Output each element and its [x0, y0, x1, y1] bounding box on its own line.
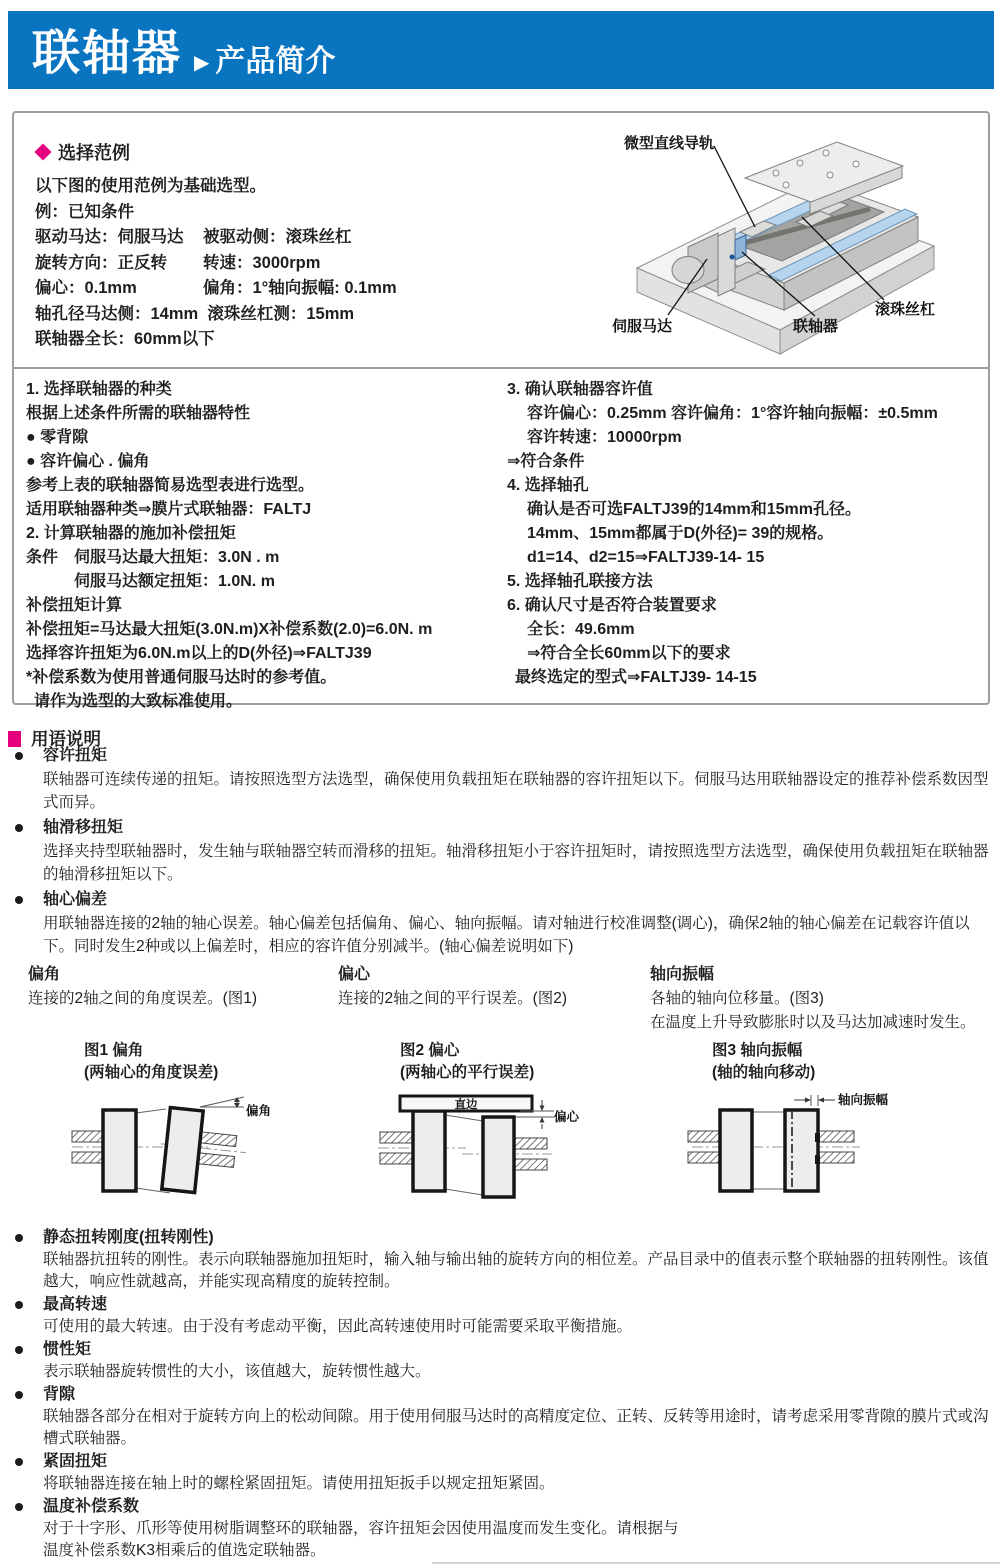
step-line: 容许转速：10000rpm	[527, 429, 682, 446]
step-line: 4. 选择轴孔	[507, 477, 589, 494]
terminology-item	[0, 888, 1000, 958]
step-line: 5. 选择轴孔联接方法	[507, 573, 653, 590]
step-line: 条件 伺服马达最大扭矩：3.0N . m	[26, 549, 280, 566]
dim-label-eccentric: 偏心	[554, 1110, 580, 1124]
step-line: 适用联轴器种类⇒膜片式联轴器：FALTJ	[26, 501, 312, 518]
selection-intro: 以下图的使用范例为基础选型。	[35, 177, 266, 195]
straight-edge-label: 直边	[454, 1099, 478, 1111]
condition-left: 旋转方向：正反转	[35, 253, 167, 272]
figure1-caption: 图1 偏角 (两轴心的角度误差)	[84, 1042, 219, 1081]
condition-right: 被驱动侧：滚珠丝杠	[203, 228, 352, 246]
shaft-hatch	[688, 1152, 720, 1163]
steps-left-column	[26, 378, 496, 714]
figure3-axial	[680, 1093, 980, 1213]
term-desc: 选择夹持型联轴器时，发生轴与联轴器空转而滑移的扭矩。轴滑移扭矩小于容许扭矩时，请按照选型方法选型，确保使用负载扭矩在联轴器的轴滑移扭矩以下。	[43, 843, 989, 883]
term-desc: 联轴器各部分在相对于旋转方向上的松动间隙。用于使用伺服马达时的高精度定位、正转、反转等用途时，请考虑采用零背隙的膜片式或沟槽式联轴器。	[43, 1408, 989, 1447]
shaft-hatch	[380, 1153, 413, 1164]
misalignment-column-eccentric	[338, 962, 643, 1011]
label-servo-motor: 伺服马达	[612, 318, 673, 335]
selection-title: 选择范例	[58, 143, 130, 163]
bottom-rule	[432, 1562, 1000, 1564]
condition-row	[35, 276, 397, 302]
label-coupling: 联轴器	[793, 318, 839, 335]
dim-label-axial: 轴向振幅	[838, 1093, 889, 1107]
term-name: 温度补偿系数	[43, 1498, 140, 1515]
step-line: ● 零背隙	[26, 429, 89, 446]
step-line: 全长：49.6mm	[527, 621, 635, 638]
term-name: 静态扭转刚度(扭转刚性)	[43, 1229, 214, 1246]
steps-right-column	[507, 378, 987, 690]
condition-left: 偏心：0.1mm	[35, 279, 137, 297]
condition-length: 联轴器全长：60mm以下	[35, 330, 215, 348]
arrow-right-icon: ▶	[194, 52, 210, 74]
step-line: *补偿系数为使用普通伺服马达时的参考值。	[26, 669, 337, 686]
terminology-title: 用语说明	[31, 729, 101, 749]
bullet-icon	[15, 1503, 23, 1511]
step-line: 根据上述条件所需的联轴器特性	[26, 405, 251, 422]
term-name: 容许扭矩	[43, 747, 108, 764]
shaft-hatch	[818, 1152, 854, 1163]
step-line: 选择容许扭矩为6.0N.m以上的D(外径)⇒FALTJ39	[26, 645, 372, 662]
term-name: 惯性矩	[43, 1341, 92, 1358]
column-heading: 轴向振幅	[650, 966, 715, 983]
step-line: 请作为选型的大致标准使用。	[34, 693, 243, 710]
term-desc: 对于十字形、爪形等使用树脂调整环的联轴器，容许扭矩会因使用温度而发生变化。请根据与	[43, 1520, 679, 1537]
coupling-hub-right-tilted	[156, 1107, 250, 1198]
bullet-icon	[15, 1234, 23, 1242]
step-line: 2. 计算联轴器的施加补偿扭矩	[26, 525, 236, 542]
step-line: 补偿扭矩=马达最大扭矩(3.0N.m)X补偿系数(2.0)=6.0N. m	[26, 621, 433, 638]
terminology-item	[0, 744, 1000, 814]
step-line: 确认是否可选FALTJ39的14mm和15mm孔径。	[527, 501, 862, 518]
bullet-icon	[15, 824, 23, 832]
axial-dimension	[794, 1095, 835, 1106]
term-desc: 可使用的最大转速。由于没有考虑动平衡，因此高转速使用时可能需要采取平衡措施。	[43, 1318, 633, 1335]
page-subtitle: 产品简介	[215, 45, 336, 78]
step-line: 补偿扭矩计算	[26, 597, 123, 614]
step-line: d1=14、d2=15⇒FALTJ39-14- 15	[527, 549, 765, 566]
misalignment-column-axial	[650, 962, 995, 1035]
condition-row	[35, 251, 397, 277]
figure1-angular	[60, 1093, 360, 1213]
step-line: ⇒符合全长60mm以下的要求	[527, 645, 731, 662]
column-heading: 偏心	[338, 966, 371, 983]
step-line: 参考上表的联轴器简易选型表进行选型。	[26, 477, 315, 494]
term-name: 轴滑移扭矩	[43, 819, 124, 836]
dim-label-angle: 偏角	[246, 1104, 272, 1118]
column-heading: 偏角	[28, 966, 61, 983]
glossary-section	[0, 1226, 1000, 1562]
bullet-icon	[15, 1391, 23, 1399]
shaft-hatch	[72, 1152, 104, 1163]
term-name: 背隙	[43, 1386, 76, 1403]
bullet-icon	[15, 752, 23, 760]
machine-illustration-svg	[572, 116, 990, 364]
bullet-icon	[15, 896, 23, 904]
figure3-caption: 图3 轴向振幅 (轴的轴向移动)	[712, 1042, 816, 1081]
term-desc: 温度补偿系数K3相乘后的值选定联轴器。	[43, 1542, 326, 1559]
column-desc: 各轴的轴向位移量。(图3)	[650, 990, 824, 1007]
term-desc: 联轴器可连续传递的扭矩。请按照选型方法选型，确保使用负载扭矩在联轴器的容许扭矩以下。伺服马达用联轴器设定的推荐补偿系数因型式而异。	[43, 771, 989, 811]
condition-right: 偏角：1°轴向振幅: 0.1mm	[203, 279, 397, 297]
condition-left: 驱动马达：伺服马达	[35, 228, 184, 246]
term-desc: 表示联轴器旋转惯性的大小，该值越大，旋转惯性越大。	[43, 1363, 431, 1380]
glossary-item	[0, 1293, 1000, 1338]
angle-dimension	[200, 1097, 244, 1108]
shaft-hatch	[72, 1131, 104, 1142]
condition-row	[35, 225, 397, 251]
label-ball-screw: 滚珠丝杠	[875, 301, 936, 318]
glossary-item	[0, 1495, 1000, 1562]
shaft-hatch	[514, 1159, 547, 1170]
step-line: 3. 确认联轴器容许值	[507, 381, 653, 398]
bullet-icon	[15, 1301, 23, 1309]
machine-illustration	[572, 116, 990, 364]
coupling-hub-left	[720, 1110, 752, 1191]
shaft-hatch	[514, 1138, 547, 1149]
term-desc: 用联轴器连接的2轴的轴心误差。轴心偏差包括偏角、偏心、轴向振幅。请对轴进行校准调整(调心)，确保2轴的轴心偏差在记载容许值以下。同时发生2种或以上偏差时，相应的容许值分别减半。(轴心偏差说明如下)	[43, 915, 970, 955]
step-line: 6. 确认尺寸是否符合装置要求	[507, 597, 717, 614]
figure2-caption: 图2 偏心 (两轴心的平行误差)	[400, 1042, 535, 1081]
selection-title-row	[35, 139, 397, 165]
term-name: 紧固扭矩	[43, 1453, 108, 1470]
figure2-eccentric	[370, 1093, 670, 1213]
page-header	[8, 11, 994, 89]
shaft-hatch	[380, 1132, 413, 1143]
bullet-icon	[15, 1346, 23, 1354]
coupling-hub-left	[103, 1110, 136, 1191]
term-name: 最高转速	[43, 1296, 108, 1313]
diamond-icon	[35, 144, 52, 161]
coupling-hub-left	[413, 1111, 445, 1191]
step-line: 容许偏心：0.25mm 容许偏角：1°容许轴向振幅：±0.5mm	[527, 405, 938, 422]
coupling-hub-right	[483, 1117, 514, 1197]
glossary-item	[0, 1383, 1000, 1450]
glossary-item	[0, 1450, 1000, 1495]
glossary-item	[0, 1226, 1000, 1293]
page-title: 联轴器	[32, 27, 183, 80]
shaft-hatch	[818, 1131, 854, 1142]
terminology-item	[0, 816, 1000, 886]
shaft-hatch	[688, 1131, 720, 1142]
coupling-hub-right	[785, 1110, 818, 1191]
column-desc: 连接的2轴之间的角度误差。(图1)	[28, 990, 258, 1007]
column-desc: 连接的2轴之间的平行误差。(图2)	[338, 990, 568, 1007]
glossary-item	[0, 1338, 1000, 1383]
step-line: 最终选定的型式⇒FALTJ39- 14-15	[515, 669, 757, 686]
bullet-icon	[15, 1458, 23, 1466]
step-line: ⇒符合条件	[507, 453, 585, 470]
selection-conditions	[35, 139, 397, 353]
misalignment-column-angle	[28, 962, 323, 1011]
term-desc: 将联轴器连接在轴上时的螺栓紧固扭矩。请使用扭矩扳手以规定扭矩紧固。	[43, 1475, 555, 1492]
step-line: 伺服马达额定扭矩：1.0N. m	[26, 573, 275, 590]
term-name: 轴心偏差	[43, 891, 108, 908]
term-desc: 联轴器抗扭转的刚性。表示向联轴器施加扭矩时，输入轴与输出轴的旋转方向的相位差。产品目录中的值表示整个联轴器的扭转刚性。该值越大，响应性就越高，并能实现高精度的旋转控制。	[43, 1251, 989, 1290]
condition-bore: 轴孔径马达侧：14mm 滚珠丝杠测：15mm	[35, 304, 355, 323]
step-line: 1. 选择联轴器的种类	[26, 381, 172, 398]
condition-right: 转速：3000rpm	[203, 253, 321, 272]
label-linear-guide: 微型直线导轨	[624, 135, 715, 152]
column-desc: 在温度上升导致膨胀时以及马达加减速时发生。	[650, 1014, 976, 1031]
selection-example-label: 例：已知条件	[35, 202, 134, 221]
step-line: ● 容许偏心 . 偏角	[26, 453, 150, 470]
step-line: 14mm、15mm都属于D(外径)= 39的规格。	[527, 525, 834, 542]
